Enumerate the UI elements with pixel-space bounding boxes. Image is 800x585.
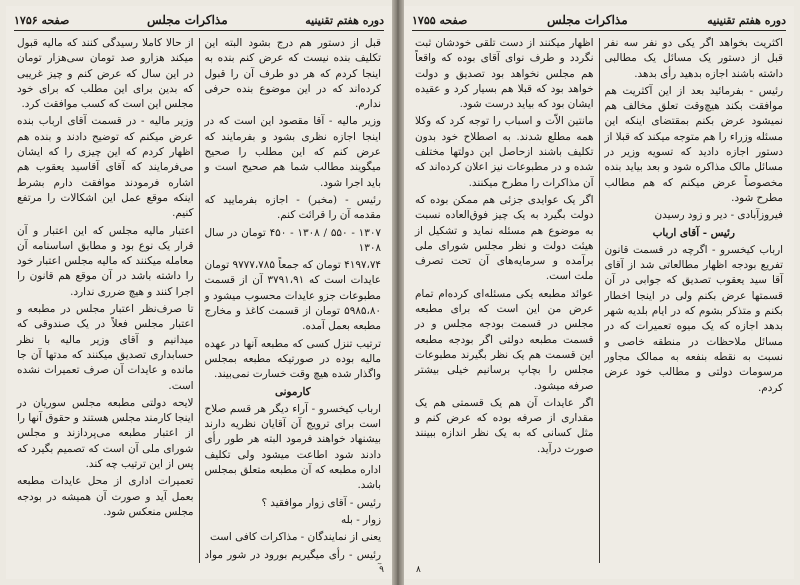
right-page — [404, 6, 794, 579]
session-label: دوره هفتم تقنینیه — [305, 13, 384, 27]
paragraph: مانتین الاّت و اسباب را توجه کرد که وکلا همه مطلع شدند. به اصطلاح خود بدون تکلیف باشند ازحاصل این دولتها مختلف شده و در مطبوعات نیز اعلان کرده‌اند که آن مذاکرات را مطرح میکنند. — [415, 115, 594, 189]
paragraph: رئیس - بفرمائید بعد از این آکثریت هم موافقت بکند هیچ‌وقت تعلق مخالف هم نمیشود عرض بکنم بمقتضای اینکه این مسئله وزراء را هم متوجه میکند که قبلا از دستور اجازه دادید که تسویه وزیر در مسائل مالک مذاکره شود و بعد بیاید بنده مخصوصاً عرض میکنم که هم مطالب مطرح شود. — [604, 84, 783, 204]
paragraph: عوائد مطبعه یکی مسئله‌ای کرده‌ام تمام عرض من این است که برای مطبعه مجلس در قسمت بودجه مجلس و در قسمت مطبعه دولتی اگر بودجه مطبعه این قسمت هم یک نظر بگیرند مطبوعات مجلس را بچاپ برسانیم خیلی بیشتر صرفه میشود. — [415, 287, 594, 392]
book-gutter — [392, 0, 404, 585]
page-title: مذاکرات مجلس — [146, 13, 228, 27]
paragraph: یعنی از نمایندگان - مذاکرات کافی است — [209, 531, 381, 544]
session-label: دوره هفتم تقنینیه — [707, 13, 786, 27]
left-page-header — [14, 10, 384, 31]
paragraph: قبل از دستور هم درج بشود البته این تکلیف بنده نیست که عرض کنم بنده به اینجا کردم که هر دو طرف آن را قبول کرده‌اند که در این موضوع بنده حرفی ندارم. — [204, 37, 381, 111]
page-footer-number: ۹ — [379, 565, 384, 575]
paragraph: ۱۳۰۷ - ۵۵۰ / ۱۳۰۸ - ۴۵۰ تومان در سال ۱۳۰۸ — [204, 226, 381, 254]
page-number-label: صفحه ۱۷۵۶ — [14, 13, 70, 27]
left-page-columns — [12, 36, 386, 565]
paragraph: ارباب کیخسرو - آراء دیگر هر قسم صلاح است برای ترویج آن آقایان نظریه دارند بیشنهاد خواهند فرمود البته هر طور رأی دادند شود اطاعت میشود ولی تکلیف اداره مطبعه که آن مطبعه متعلق بمجلس باشد. — [204, 402, 381, 492]
paragraph: اکثریت بخواهد اگر یکی دو نفر سه نفر قبل از دستور یک مسائل یک مطالبی داشته باشند اجازه بدهید رأی بدهد. — [604, 37, 783, 80]
paragraph: فیروزآبادی - دیر و زود رسیدن — [654, 209, 783, 222]
right-page-header — [412, 10, 786, 31]
paragraph: لایحه دولتی مطبعه مجلس سوریان در اینجا کارمند مجلس هستند و حقوق آنها را از اعتبار مطبعه می‌پردازند و مجلس شورای ملی آن است که تصمیم بگیرد که پس از این ترتیب چه کند. — [17, 396, 194, 471]
speaker-heading: رئیس - آقای ارباب — [652, 226, 735, 239]
left-page — [6, 6, 392, 579]
paragraph: ۴۱۹۷،۷۴ تومان که جمعاً ۹۷۷۷،۷۸۵ تومان عایدات است که ۳۷۹۱،۹۱ آن از قسمت مطبوعات جزو عایدات محسوب میشود و ۵۹۸۵،۸۰ تومان از قسمت کاغذ و مخارج مطبعه بعمل آمده. — [204, 259, 382, 333]
speaker-heading: کارمونی — [274, 385, 311, 398]
paragraph: تعمیرات اداری از محل عایدات مطبعه بعمل آید و صورت آن همیشه در بودجه مجلس منعکس شود. — [17, 475, 194, 518]
paragraph: رئیس - (مخبر) - اجازه بفرمایید که مقدمه آن را قرائت کنم. — [204, 193, 381, 222]
paragraph: زوار - بله — [341, 513, 381, 526]
column-left — [12, 36, 199, 565]
paragraph: اظهار میکنند از دست تلقی خودشان ثبت نگردد و طرف نوای آقای بوده که واقعاً هم مجلس نخواهد بود تصدیق و دولت خواهد بود که قبلا هم بسیار کرد و عقیده ایشان بود که بیاید درست شود. — [415, 37, 594, 111]
paragraph: اعتبار مالیه مجلس که این اعتبار و آن قرار یک نوع بود و مطابق اساسنامه آن معامله میکنند که مالیه مجلس اعتبار خود را داشته باشد در آن موقع هم قانون را اجرا کنند و هیچ ضرری ندارد. — [17, 224, 194, 298]
paragraph: رئیس - آقای زوار موافقید ؟ — [261, 496, 381, 509]
paragraph: اگر عایدات آن هم یک قسمتی هم یک مقداری از صرفه بوده که عرض کنم و مثل کسانی که به یک نظر اندازه ببینند صورت درآید. — [415, 396, 594, 455]
column-right — [200, 36, 387, 565]
paragraph: رئیس - رأی میگیریم بورود در شور مواد — [204, 548, 381, 561]
right-page-columns — [410, 36, 788, 565]
paragraph: اگر یک عوایدی جزئی هم ممکن بوده که دولت بگیرد به یک چیز فوق‌العاده نسبت به موضوع هم مسئله نماید و تشکیل از هیئت دولت و نظر مجلس شورای ملی برآمده و سرمایه‌های آن تحت تصرف ملت است. — [415, 193, 594, 283]
page-footer-number: ۸ — [416, 565, 421, 575]
paragraph: وزیر مالیه - آقا مقصود این است که در اینجا اجازه نظری بشود و بفرمایند که عرض کنم که این مطلب را صحیح میگویند مطالب شما هم صحیح است و باید اجرا شود. — [204, 115, 381, 189]
paragraph: تا صرف‌نظر اعتبار مجلس در مطبعه و اعتبار مجلس فعلاً در یک صندوقی که میدانیم و آقای وزیر مالیه با نظر حسابداری تصدیق میکنند که مدتها آن جا مانده و عایدات آن صرف تعمیرات نشده است. — [17, 303, 194, 392]
column-right — [600, 36, 789, 565]
paragraph: وزیر مالیه - در قسمت آقای ارباب بنده عرض میکنم که توضیح دادند و بنده هم اظهار کردم که این چیزی را که ایشان می‌فرمایند که آقای آقاسید یعقوب هم اشاره فرمودند موافقت دارم بشرط اینکه موقع عمل این اشکالات را مرتفع کنیم. — [17, 115, 194, 220]
paragraph: از حالا کاملا رسیدگی کنند که مالیه قبول میکند هزارو صد تومان سی‌هزار تومان در این سال که عرض کنم و چیز غریبی که بدین برای این مطلب که برای خود مجلس این است که کسب موافقت کرد. — [17, 37, 194, 111]
page-number-label: صفحه ۱۷۵۵ — [412, 13, 468, 27]
paragraph: ترتیب تنزل کسی که مطبعه آنها در عهده مالیه بوده در صورتیکه مطبعه بمجلس واگذار شده هیچ وقت خسارت نمی‌بیند. — [204, 337, 381, 381]
page-title: مذاکرات مجلس — [546, 13, 628, 27]
paragraph: ارباب کیخسرو - اگرچه در قسمت قانون تفریع بودجه اظهار مطالعاتی شد از آقای آقا سید یعقوب تصدیق که جوابی در آن قسمتها عرض بکنم ولی در اینجا اخطار بکنم و متذکر بشوم که در ایام بلدیه شهر بدهد اجازه که یک میوه تعمیرات که در مسائل ملاحظات در منطقه خاصی و نسبت به نقطه بنفعه به ممالک مجاور مرسومات دولتی و مطالب خود عرض کردم. — [604, 243, 783, 394]
column-left — [410, 36, 599, 565]
